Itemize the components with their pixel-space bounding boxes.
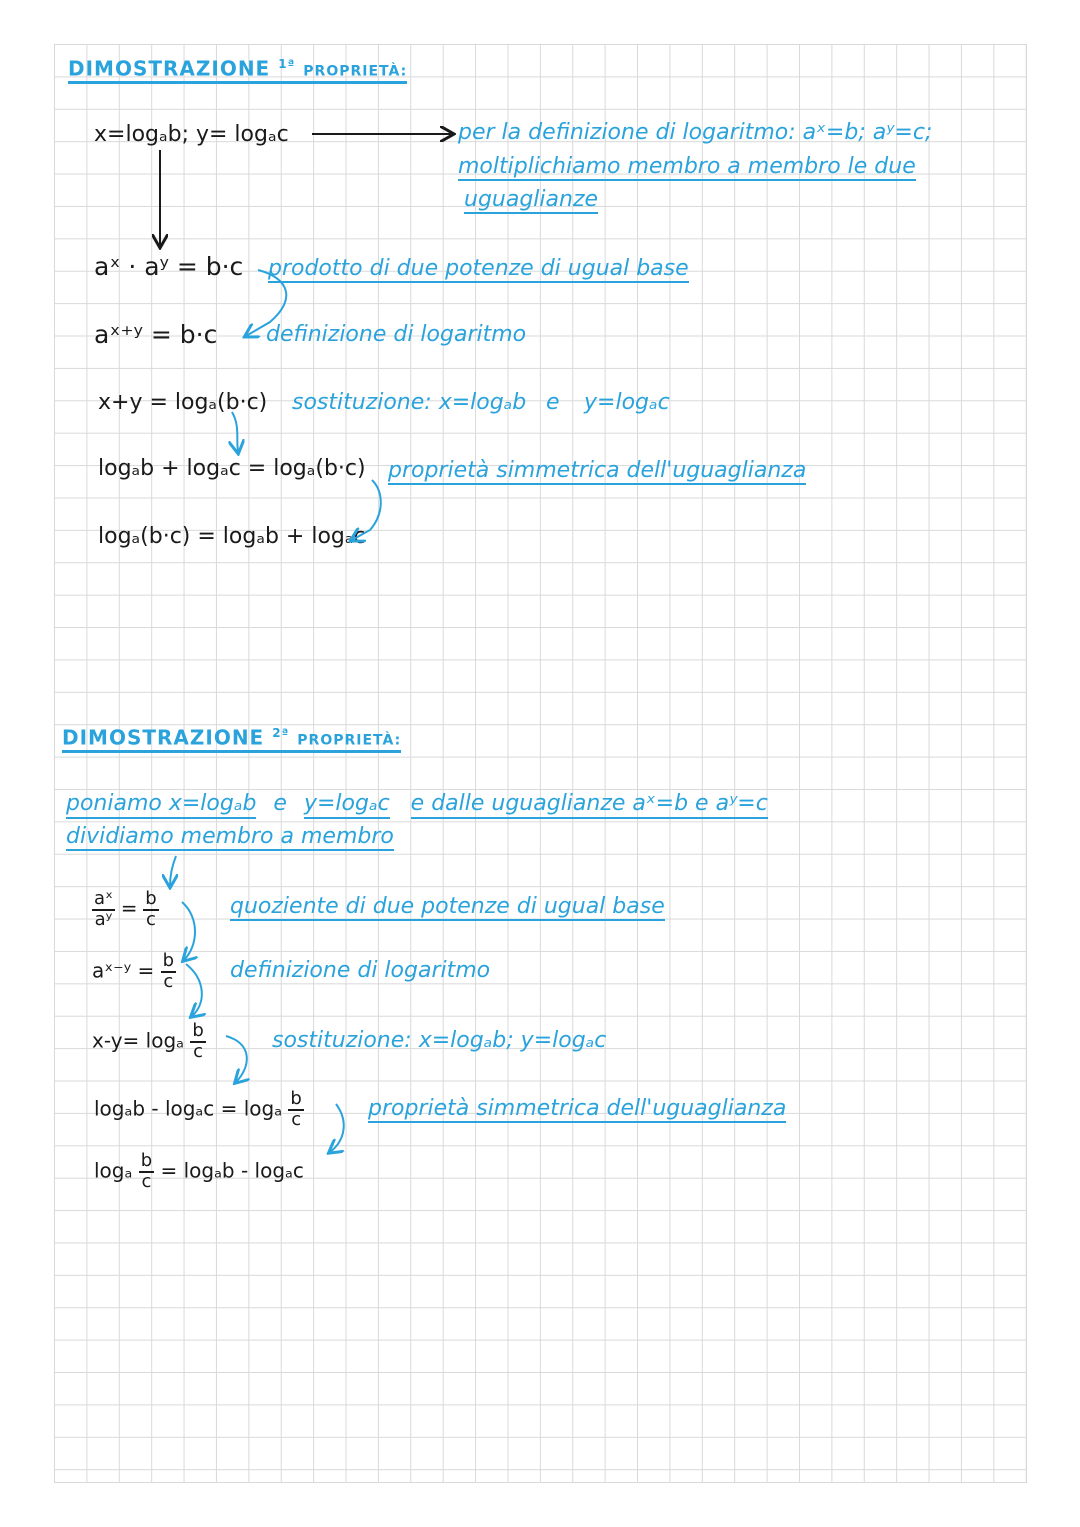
proof2-step4-lhs: logₐb - logₐc = logₐ — [94, 1096, 283, 1121]
proof2-step1-note: quoziente di due potenze di ugual base — [230, 894, 665, 919]
proof1-note-definition-1: per la definizione di logaritmo: aˣ=b; aʸ=c; — [458, 120, 933, 145]
proof2-step4 — [94, 1090, 304, 1130]
proof1-note-definition-3: uguaglianze — [464, 187, 599, 212]
proof2-intro-2: dividiamo membro a membro — [66, 824, 394, 849]
fraction-rhs-den: c — [146, 908, 156, 930]
fraction-lhs — [92, 890, 115, 930]
fraction-step4-den: c — [291, 1108, 302, 1130]
proof1-step3-note-b: y=logₐc — [584, 390, 670, 415]
fraction-rhs — [143, 890, 158, 930]
fraction-step4 — [288, 1090, 303, 1130]
proof2-intro-line1 — [66, 793, 768, 815]
fraction-lhs-den: aʸ — [94, 908, 113, 930]
proof2-step2-lhs: aˣ⁻ʸ = — [92, 958, 155, 983]
fraction-step2-num: b — [162, 950, 175, 971]
proof1-line-xy: x=logₐb; y= logₐc — [94, 122, 289, 147]
fraction-step2-den: c — [163, 970, 174, 992]
proof2-step2 — [92, 952, 176, 992]
proof1-step3-note-a: sostituzione: x=logₐb — [292, 390, 527, 415]
proof2-title-rest: PROPRIETÀ: — [297, 732, 402, 749]
proof2-step5 — [94, 1152, 304, 1192]
proof1-title: DIMOSTRAZIONE — [68, 56, 271, 81]
proof2-step3 — [92, 1022, 206, 1062]
proof2-step5-rhs: = logₐb - logₐc — [160, 1158, 304, 1183]
proof2-step5-lhs: logₐ — [94, 1158, 133, 1183]
fraction-step3-num: b — [192, 1020, 204, 1041]
proof2-title-ordinal: 2ª — [272, 726, 290, 740]
fraction-rhs-num: b — [145, 888, 157, 909]
proof2-intro-1e: e — [273, 791, 287, 816]
fraction-step5 — [139, 1152, 154, 1192]
proof1-title-ordinal: 1ª — [278, 57, 296, 71]
proof2-intro-1a: poniamo x=logₐb — [66, 791, 256, 819]
proof2-heading — [62, 727, 401, 753]
proof2-step2-note: definizione di logaritmo — [230, 958, 491, 983]
proof1-step3-note-e: e — [546, 390, 560, 415]
proof1-step4: logₐb + logₐc = logₐ(b·c) — [98, 456, 366, 481]
proof1-step5: logₐ(b·c) = logₐb + logₐc — [98, 524, 366, 549]
proof1-step1: aˣ · aʸ = b·c — [94, 252, 244, 281]
proof1-note-definition-2: moltiplichiamo membro a membro le due — [458, 154, 916, 179]
proof1-step4-note: proprietà simmetrica dell'uguaglianza — [388, 458, 807, 483]
proof1-step3: x+y = logₐ(b·c) — [98, 390, 268, 415]
proof2-step3-lhs: x-y= logₐ — [92, 1028, 184, 1053]
proof1-step2-note: definizione di logaritmo — [266, 322, 527, 347]
fraction-step5-num: b — [140, 1150, 153, 1171]
fraction-step3-den: c — [193, 1040, 204, 1062]
proof2-title: DIMOSTRAZIONE — [62, 725, 265, 750]
proof2-step3-note: sostituzione: x=logₐb; y=logₐc — [272, 1028, 607, 1053]
proof2-step4-note: proprietà simmetrica dell'uguaglianza — [368, 1096, 787, 1121]
proof2-intro-1c: e dalle uguaglianze aˣ=b e aʸ=c — [411, 791, 768, 819]
fraction-step5-den: c — [141, 1170, 152, 1192]
proof2-step1: $\frac{\text{aˣ}}{\text{aʸ}}$ = $\frac{b}{c}$ — [94, 888, 157, 930]
fraction-step2 — [161, 952, 176, 992]
proof1-heading — [68, 58, 407, 84]
fraction-lhs-num: aˣ — [94, 888, 114, 909]
fraction-step3 — [190, 1022, 205, 1062]
fraction-step4-num: b — [290, 1088, 302, 1109]
proof1-step1-note: prodotto di due potenze di ugual base — [268, 256, 689, 281]
proof1-title-rest: PROPRIETÀ: — [303, 63, 408, 80]
proof1-step2: aˣ⁺ʸ = b·c — [94, 320, 218, 349]
proof2-intro-1b: y=logₐc — [304, 791, 390, 819]
